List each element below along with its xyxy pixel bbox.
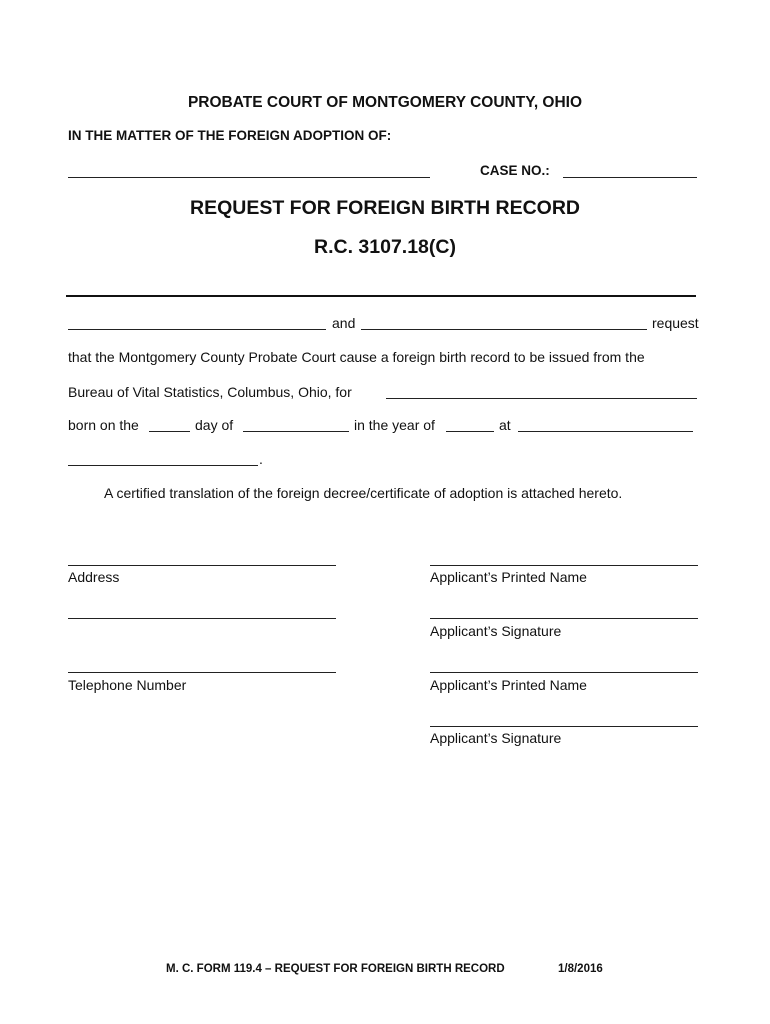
body-line-2: that the Montgomery County Probate Court cause a foreign birth record to be issued from the xyxy=(68,349,645,365)
applicant-1-signature-field[interactable] xyxy=(430,618,698,619)
petitioner-2-field[interactable] xyxy=(361,329,647,330)
and-text: and xyxy=(332,315,356,331)
petitioner-1-field[interactable] xyxy=(68,329,326,330)
section-divider xyxy=(66,295,696,297)
address-field[interactable] xyxy=(68,565,336,566)
applicant-2-signature-field[interactable] xyxy=(430,726,698,727)
in-the-year-of-text: in the year of xyxy=(354,417,435,433)
applicant-1-signature-label: Applicant’s Signature xyxy=(430,623,562,639)
child-name-field[interactable] xyxy=(386,398,697,399)
birth-place-continued-field[interactable] xyxy=(68,465,258,466)
applicant-1-printed-name-label: Applicant’s Printed Name xyxy=(430,569,587,585)
telephone-label: Telephone Number xyxy=(68,677,187,693)
footer-date: 1/8/2016 xyxy=(558,963,603,975)
at-text: at xyxy=(499,417,511,433)
birth-day-field[interactable] xyxy=(149,431,190,432)
case-no-field[interactable] xyxy=(563,177,697,178)
born-on-text: born on the xyxy=(68,417,139,433)
applicant-2-printed-name-field[interactable] xyxy=(430,672,698,673)
birth-month-field[interactable] xyxy=(243,431,349,432)
bureau-text: Bureau of Vital Statistics, Columbus, Ohio, for xyxy=(68,384,352,400)
translation-note: A certified translation of the foreign decree/certificate of adoption is attached hereto. xyxy=(104,485,623,501)
period-text: . xyxy=(259,451,263,467)
applicant-2-signature-label: Applicant’s Signature xyxy=(430,730,562,746)
address-label: Address xyxy=(68,569,120,585)
applicant-2-printed-name-label: Applicant’s Printed Name xyxy=(430,677,587,693)
birth-year-field[interactable] xyxy=(446,431,494,432)
day-of-text: day of xyxy=(195,417,234,433)
court-title: PROBATE COURT OF MONTGOMERY COUNTY, OHIO xyxy=(187,94,583,111)
form-title: REQUEST FOR FOREIGN BIRTH RECORD xyxy=(189,197,580,219)
statute-reference: R.C. 3107.18(C) xyxy=(314,236,456,258)
address-line-2-field[interactable] xyxy=(68,618,336,619)
birth-place-field[interactable] xyxy=(518,431,693,432)
case-no-label: CASE NO.: xyxy=(480,163,550,178)
footer-form-label: M. C. FORM 119.4 – REQUEST FOR FOREIGN BIRTH RECORD xyxy=(166,963,505,975)
adoptee-name-field[interactable] xyxy=(68,177,430,178)
applicant-1-printed-name-field[interactable] xyxy=(430,565,698,566)
request-text: request xyxy=(652,315,699,331)
telephone-field[interactable] xyxy=(68,672,336,673)
matter-line: IN THE MATTER OF THE FOREIGN ADOPTION OF: xyxy=(68,128,392,143)
